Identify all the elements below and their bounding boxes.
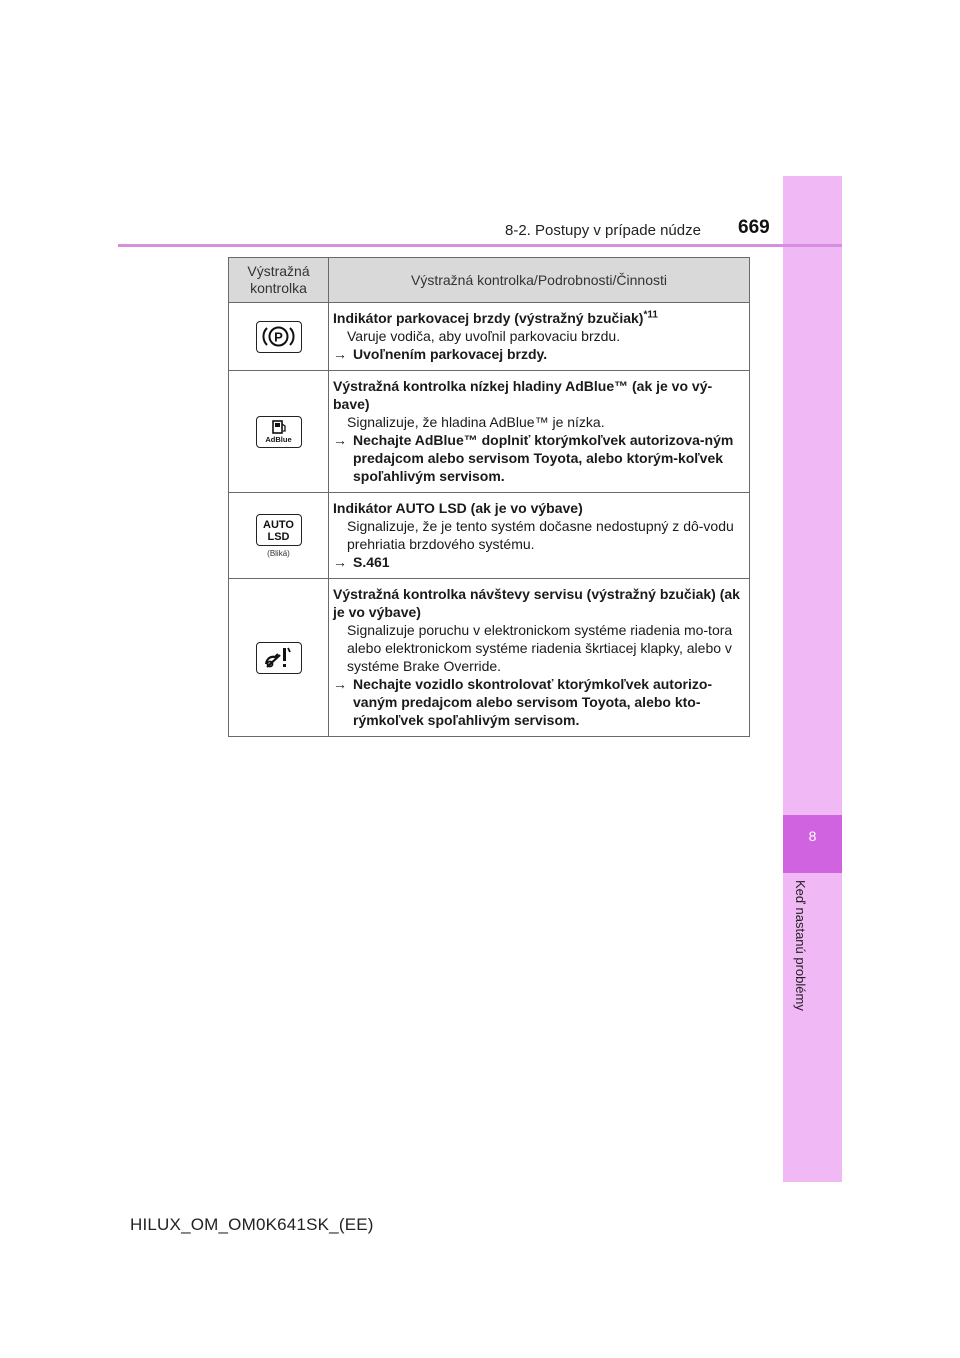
service-warning-icon [256, 642, 302, 674]
footnote-marker: *11 [643, 309, 658, 321]
svg-text:P: P [273, 329, 283, 344]
row-action: → Nechajte vozidlo skontrolovať ktorýmkoľvek autorizo-vaným predajcom alebo servisom Toyota, alebo kto-rýmkoľvek spoľahlivým servisom. [333, 676, 713, 728]
arrow-icon: → [333, 554, 347, 570]
row-description: Signalizuje, že je tento systém dočasne nedostupný z dô-vodu prehriatia brzdového systému. [347, 518, 734, 552]
row-title: Indikátor parkovacej brzdy (výstražný bzučiak)$^{*11}$ [333, 309, 658, 326]
chapter-title: Keď nastanú problémy [793, 880, 808, 1011]
section-title: 8-2. Postupy v prípade núdze [505, 222, 701, 239]
details-cell [329, 303, 750, 371]
row-title: Výstražná kontrolka návštevy servisu (výstražný bzučiak) (ak je vo výbave) [333, 586, 740, 620]
parking-brake-p-icon [256, 321, 302, 353]
row-title: Výstražná kontrolka nízkej hladiny AdBlue™ (ak je vo vý-bave) [333, 378, 713, 412]
header-divider [118, 244, 842, 247]
document-code: HILUX_OM_OM0K641SK_(EE) [130, 1215, 374, 1234]
auto-lsd-icon [256, 514, 302, 546]
row-action: → Uvoľnením parkovacej brzdy. [333, 346, 548, 362]
arrow-icon: → [333, 432, 347, 448]
row-description: Signalizuje, že hladina AdBlue™ je nízka. [347, 414, 605, 430]
details-cell [329, 371, 750, 493]
warning-lights-table [228, 257, 750, 737]
icon-cell [229, 579, 329, 737]
details-cell [329, 493, 750, 579]
row-action [333, 553, 743, 571]
blink-note: (Bliká) [267, 548, 290, 558]
header-indicator-column: Výstražná kontrolka [229, 258, 329, 303]
table-row [229, 303, 750, 371]
adblue-icon-label: AdBlue [264, 434, 292, 444]
row-description: Varuje vodiča, aby uvoľnil parkovaciu brzdu. [347, 328, 621, 344]
icon-cell [229, 303, 329, 371]
auto-lsd-label-2: LSD [267, 530, 289, 543]
page-reference[interactable]: S.461 [353, 554, 390, 570]
page-number: 669 [738, 217, 770, 238]
icon-cell [229, 371, 329, 493]
auto-lsd-label-1: AUTO [262, 518, 294, 531]
chapter-tab[interactable] [783, 815, 842, 873]
row-title: Indikátor AUTO LSD (ak je vo výbave) [333, 500, 583, 516]
table-header-row [229, 258, 750, 303]
chapter-number: 8 [808, 828, 817, 844]
arrow-icon: → [333, 346, 347, 362]
arrow-icon: → [333, 676, 347, 692]
row-description: Signalizuje poruchu v elektronickom systéme riadenia mo-tora alebo elektronickom systéme riadenia škrtiacej klapky, alebo v systéme Brake Override. [347, 622, 733, 674]
header-details-column: Výstražná kontrolka/Podrobnosti/Činnosti [329, 258, 750, 303]
table-row [229, 579, 750, 737]
icon-cell [229, 493, 329, 579]
adblue-icon [256, 416, 302, 448]
row-action: → Nechajte AdBlue™ doplniť ktorýmkoľvek autorizova-ným predajcom alebo servisom Toyota, alebo ktorým-koľvek spoľahlivým servisom. [333, 432, 734, 484]
table-row [229, 493, 750, 579]
details-cell [329, 579, 750, 737]
table-row [229, 371, 750, 493]
